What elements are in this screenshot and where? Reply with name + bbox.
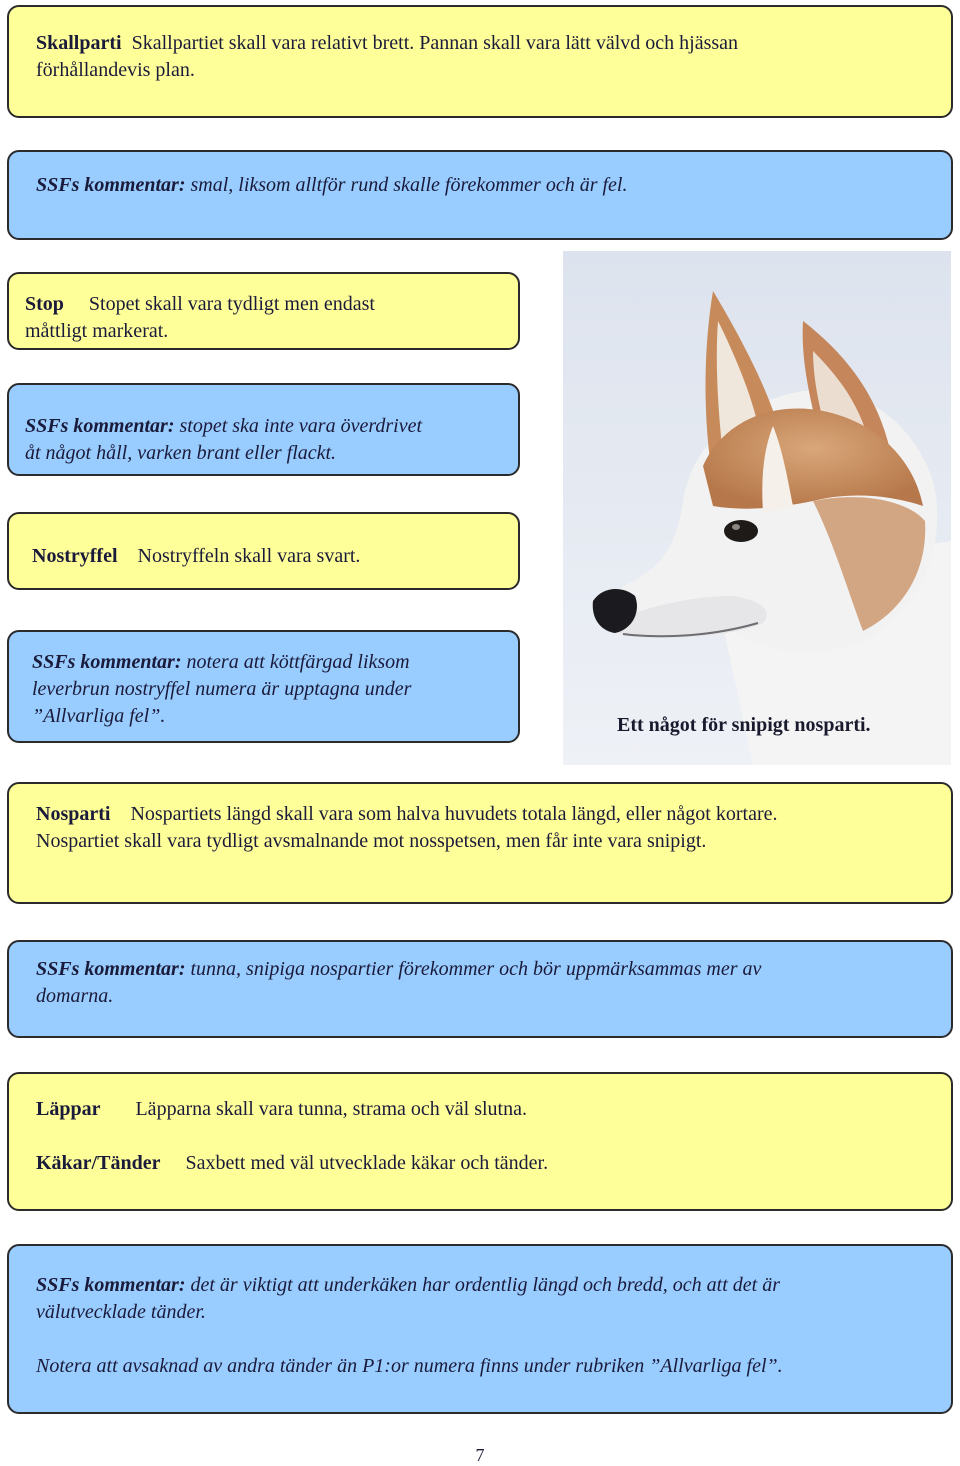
skallparti-box (7, 5, 953, 118)
nostryffel-comment-label: SSFs kommentar: (32, 651, 182, 673)
nostryffel-label: Nostryffel (32, 545, 118, 567)
nosparti-comment-box (7, 940, 953, 1038)
photo-caption: Ett något för snipigt nosparti. (617, 714, 871, 736)
nostryffel-comment-line3: ”Allvarliga fel”. (32, 705, 166, 727)
nosparti-label: Nosparti (36, 803, 111, 825)
skallparti-comment-box (7, 150, 953, 240)
skallparti-text: Skallpartiet skall vara relativt brett. Pannan skall vara lätt välvd och hjässan (131, 32, 739, 54)
nosparti-comment-line1 (36, 956, 951, 983)
tander-comment-line1 (36, 1272, 951, 1299)
stop-comment-line1 (25, 413, 518, 440)
nostryffel-comment-line2: leverbrun nostryffel numera är upptagna under (32, 678, 412, 700)
stop-comment-label: SSFs kommentar: (25, 415, 175, 437)
lappar-line (36, 1096, 951, 1150)
stop-text: Stopet skall vara tydligt men endast (88, 293, 375, 315)
nostryffel-box (7, 512, 520, 590)
lappar-text: Läpparna skall vara tunna, strama och väl slutna. (135, 1098, 527, 1120)
stop-box (7, 272, 520, 350)
tander-comment-box (7, 1244, 953, 1414)
lappar-box (7, 1072, 953, 1211)
stop-line1 (25, 291, 518, 318)
stop-line2: måttligt markerat. (25, 320, 169, 342)
kakar-text: Saxbett med väl utvecklade käkar och tänder. (185, 1152, 549, 1174)
tander-comment-text: det är viktigt att underkäken har ordentlig längd och bredd, och att det är (190, 1274, 781, 1296)
skallparti-line2: förhållandevis plan. (36, 59, 195, 81)
stop-comment-box (7, 383, 520, 476)
kakar-line (36, 1150, 951, 1177)
nostryffel-text: Nostryffeln skall vara svart. (137, 545, 361, 567)
lappar-label: Läppar (36, 1098, 101, 1120)
skallparti-label: Skallparti (36, 32, 122, 54)
nostryffel-comment-text: notera att köttfärgad liksom (186, 651, 410, 673)
nosparti-comment-text: tunna, snipiga nospartier förekommer och bör uppmärksammas mer av (190, 958, 762, 980)
stop-label: Stop (25, 293, 64, 315)
nosparti-line1 (36, 801, 951, 828)
tander-comment-line2: välutvecklade tänder. (36, 1301, 206, 1323)
dog-photo (563, 251, 951, 765)
tander-comment-line3: Notera att avsaknad av andra tänder än P1:or numera finns under rubriken ”Allvarliga fel”. (36, 1355, 783, 1377)
nostryffel-comment-box (7, 630, 520, 743)
skallparti-comment-text: smal, liksom alltför rund skalle förekommer och är fel. (190, 174, 628, 196)
nostryffel-comment-line1 (32, 649, 518, 676)
nosparti-line2: Nospartiet skall vara tydligt avsmalnande mot nosspetsen, men får inte vara snipigt. (36, 830, 707, 852)
tander-comment-label: SSFs kommentar: (36, 1274, 186, 1296)
kakar-label: Käkar/Tänder (36, 1152, 161, 1174)
stop-comment-line2: åt något håll, varken brant eller flackt. (25, 442, 337, 464)
skallparti-line1 (36, 30, 951, 57)
nosparti-box (7, 782, 953, 904)
nosparti-text: Nospartiets längd skall vara som halva huvudets totala längd, eller något kortare. (130, 803, 778, 825)
dog-head-illustration (563, 251, 951, 765)
nosparti-comment-label: SSFs kommentar: (36, 958, 186, 980)
page-number: 7 (475, 1445, 485, 1465)
stop-comment-text: stopet ska inte vara överdrivet (179, 415, 423, 437)
nosparti-comment-line2: domarna. (36, 985, 114, 1007)
skallparti-comment-label: SSFs kommentar: (36, 174, 186, 196)
